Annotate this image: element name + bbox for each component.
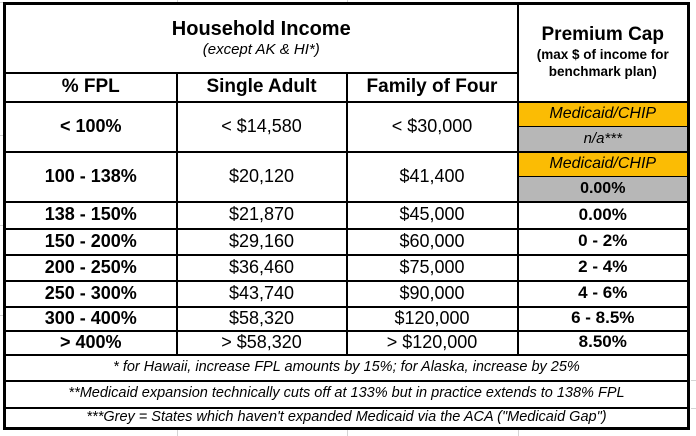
single-adult-cell: > $58,320 — [177, 331, 347, 355]
household-income-header-cell — [5, 4, 518, 73]
fpl-cell: > 400% — [5, 331, 177, 355]
spreadsheet-gridline — [691, 408, 696, 409]
household-income-title: Household Income — [171, 17, 351, 40]
single-adult-cell: $58,320 — [177, 307, 347, 331]
spreadsheet-gridline — [347, 429, 348, 436]
fpl-cell: 138 - 150% — [5, 202, 177, 229]
family-of-four-cell: $45,000 — [347, 202, 518, 229]
fpl-cell: < 100% — [5, 102, 177, 152]
column-header-family-of-four: Family of Four — [347, 73, 518, 102]
premium-cap-cell: 6 - 8.5% — [518, 307, 689, 331]
column-header-single-adult: Single Adult — [177, 73, 347, 102]
premium-cap-title: Premium Cap — [541, 24, 664, 46]
family-of-four-cell: $41,400 — [347, 152, 518, 202]
footnote-medicaid-expansion: **Medicaid expansion technically cuts off at 133% but in practice extends to 138% FPL — [5, 381, 689, 408]
single-adult-cell: $21,870 — [177, 202, 347, 229]
family-of-four-cell: $60,000 — [347, 229, 518, 255]
premium-cap-subtitle: (max $ of income for benchmark plan) — [536, 47, 669, 80]
family-of-four-cell: $75,000 — [347, 255, 518, 281]
premium-cap-medicaid-gap-cell: 0.00% — [518, 177, 689, 202]
fpl-cell: 250 - 300% — [5, 281, 177, 307]
family-of-four-cell: < $30,000 — [347, 102, 518, 152]
premium-cap-medicaid-gap-cell: n/a*** — [518, 127, 689, 152]
premium-cap-cell: 0.00% — [518, 202, 689, 229]
single-adult-cell: $43,740 — [177, 281, 347, 307]
premium-cap-cell: 4 - 6% — [518, 281, 689, 307]
premium-cap-medicaid-cell: Medicaid/CHIP — [518, 152, 689, 177]
premium-cap-cell: 2 - 4% — [518, 255, 689, 281]
fpl-premium-cap-table — [3, 2, 690, 430]
family-of-four-cell: $120,000 — [347, 307, 518, 331]
premium-cap-cell: 8.50% — [518, 331, 689, 355]
fpl-cell: 100 - 138% — [5, 152, 177, 202]
premium-cap-header-cell — [518, 4, 689, 102]
fpl-cell: 150 - 200% — [5, 229, 177, 255]
single-adult-cell: < $14,580 — [177, 102, 347, 152]
single-adult-cell: $20,120 — [177, 152, 347, 202]
spreadsheet-gridline — [177, 429, 178, 436]
single-adult-cell: $29,160 — [177, 229, 347, 255]
column-header-fpl: % FPL — [5, 73, 177, 102]
household-income-subtitle: (except AK & HI*) — [202, 40, 320, 58]
footnote-hawaii-alaska: * for Hawaii, increase FPL amounts by 15%; for Alaska, increase by 25% — [5, 355, 689, 381]
fpl-cell: 200 - 250% — [5, 255, 177, 281]
family-of-four-cell: > $120,000 — [347, 331, 518, 355]
spreadsheet-gridline — [518, 429, 519, 436]
footnote-medicaid-gap: ***Grey = States which haven't expanded Medicaid via the ACA ("Medicaid Gap") — [5, 408, 689, 429]
premium-cap-cell: 0 - 2% — [518, 229, 689, 255]
single-adult-cell: $36,460 — [177, 255, 347, 281]
fpl-cell: 300 - 400% — [5, 307, 177, 331]
premium-cap-medicaid-cell: Medicaid/CHIP — [518, 102, 689, 127]
family-of-four-cell: $90,000 — [347, 281, 518, 307]
spreadsheet-gridline — [691, 380, 696, 381]
